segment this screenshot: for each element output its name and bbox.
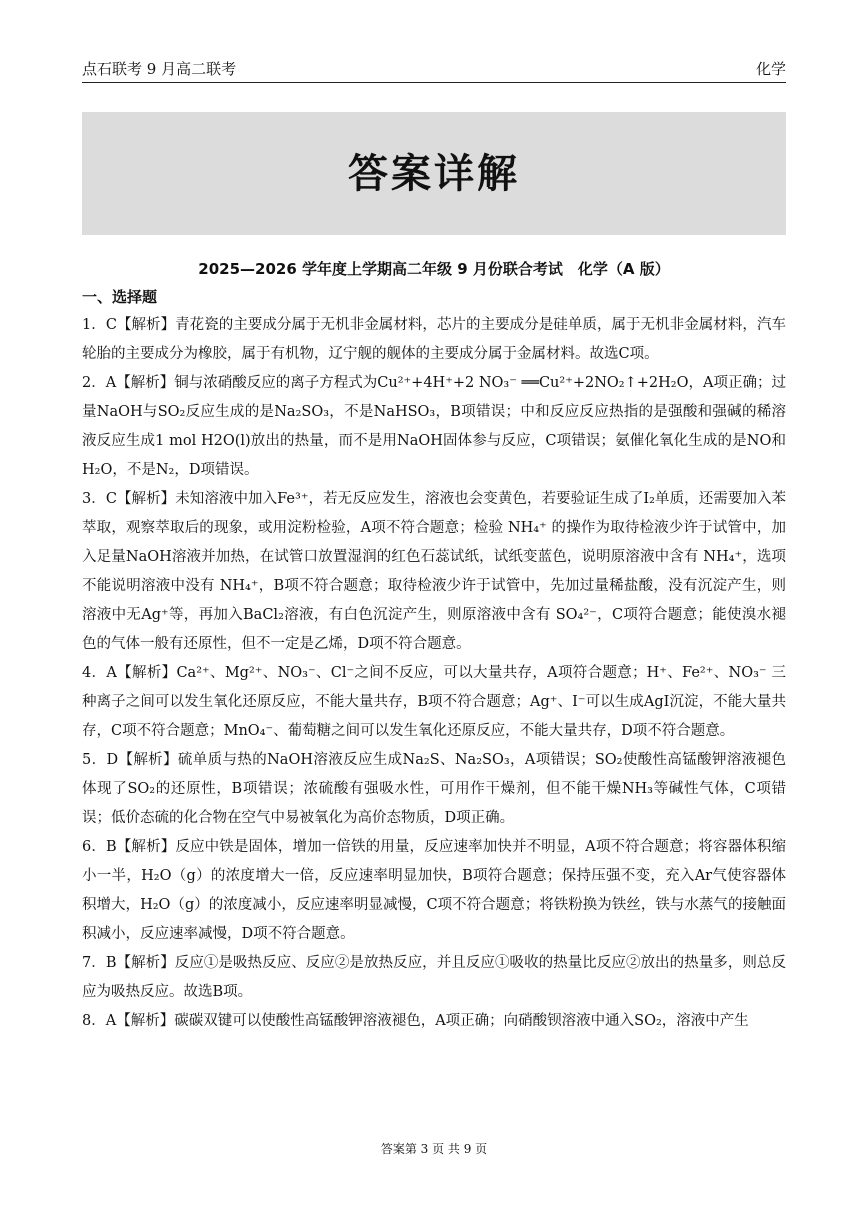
banner-title: 答案详解 (348, 150, 520, 197)
answer-item-4: 4．A【解析】Ca²⁺、Mg²⁺、NO₃⁻、Cl⁻之间不反应，可以大量共存，A项符合题意；H⁺、Fe²⁺、NO₃⁻ 三种离子之间可以发生氧化还原反应，不能大量共存，B项不符合题意；Ag⁺、I⁻可以生成AgI沉淀，不能大量共存，C项不符合题意；MnO₄⁻、葡萄糖之间可以发生氧化还原反应，不能大量共存，D项不符合题意。 (82, 665, 786, 739)
answer-item-7: 7．B【解析】反应①是吸热反应、反应②是放热反应，并且反应①吸收的热量比反应②放出的热量多，则总反应为吸热反应。故选B项。 (82, 955, 786, 1000)
answer-item-2: 2．A【解析】铜与浓硝酸反应的离子方程式为Cu²⁺+4H⁺+2 NO₃⁻ ══Cu²⁺+2NO₂↑+2H₂O，A项正确；过量NaOH与SO₂反应生成的是Na₂SO₃，不是NaHSO₃，B项错误；中和反应反应热指的是强酸和强碱的稀溶液反应生成1 mol H2O(l)放出的热量，而不是用NaOH固体参与反应，C项错误；氨催化氧化生成的是NO和H₂O，不是N₂，D项错误。 (82, 375, 786, 478)
answer-item-6: 6．B【解析】反应中铁是固体，增加一倍铁的用量，反应速率加快并不明显，A项不符合题意；将容器体积缩小一半，H₂O（g）的浓度增大一倍，反应速率明显加快，B项符合题意；保持压强不变，充入Ar气使容器体积增大，H₂O（g）的浓度减小，反应速率明显减慢，C项不符合题意；将铁粉换为铁丝，铁与水蒸气的接触面积减小，反应速率减慢，D项不符合题意。 (82, 839, 786, 942)
title-banner (82, 112, 786, 235)
section-title: 一、选择题 (82, 288, 158, 306)
page-header (82, 58, 786, 83)
page-footer: 答案第 3 页 共 9 页 (380, 1142, 488, 1156)
answer-item-1: 1．C【解析】青花瓷的主要成分属于无机非金属材料，芯片的主要成分是硅单质，属于无机非金属材料，汽车轮胎的主要成分为橡胶，属于有机物，辽宁舰的舰体的主要成分属于金属材料。故选C项。 (82, 317, 786, 362)
header-subject: 化学 (755, 60, 786, 78)
answer-item-3: 3．C【解析】未知溶液中加入Fe³⁺，若无反应发生，溶液也会变黄色，若要验证生成了I₂单质，还需要加入苯萃取，观察萃取后的现象，或用淀粉检验，A项不符合题意；检验 NH₄⁺ 的操作为取待检液少许于试管中，加入足量NaOH溶液并加热，在试管口放置湿润的红色石蕊试纸，试纸变蓝色，说明原溶液中含有 NH₄⁺，选项不能说明溶液中没有 NH₄⁺，B项不符合题意；取待检液少许于试管中，先加过量稀盐酸，没有沉淀产生，则溶液中无Ag⁺等，再加入BaCl₂溶液，有白色沉淀产生，则原溶液中含有 SO₄²⁻，C项符合题意；能使溴水褪色的气体一般有还原性，但不一定是乙烯，D项不符合题意。 (82, 491, 786, 652)
header-exam-name: 点石联考 9 月高二联考 (82, 60, 237, 78)
answer-item-8: 8．A【解析】碳碳双键可以使酸性高锰酸钾溶液褪色，A项正确；向硝酸钡溶液中通入SO₂，溶液中产生 (82, 1013, 749, 1029)
exam-subtitle: 2025—2026 学年度上学期高二年级 9 月份联合考试 化学（A 版） (198, 260, 670, 278)
answer-item-5: 5．D【解析】硫单质与热的NaOH溶液反应生成Na₂S、Na₂SO₃，A项错误；SO₂使酸性高锰酸钾溶液褪色体现了SO₂的还原性，B项错误；浓硫酸有强吸水性，可用作干燥剂，但不能干燥NH₃等碱性气体，C项错误；低价态硫的化合物在空气中易被氧化为高价态物质，D项正确。 (82, 752, 786, 826)
answer-list (82, 311, 786, 1036)
